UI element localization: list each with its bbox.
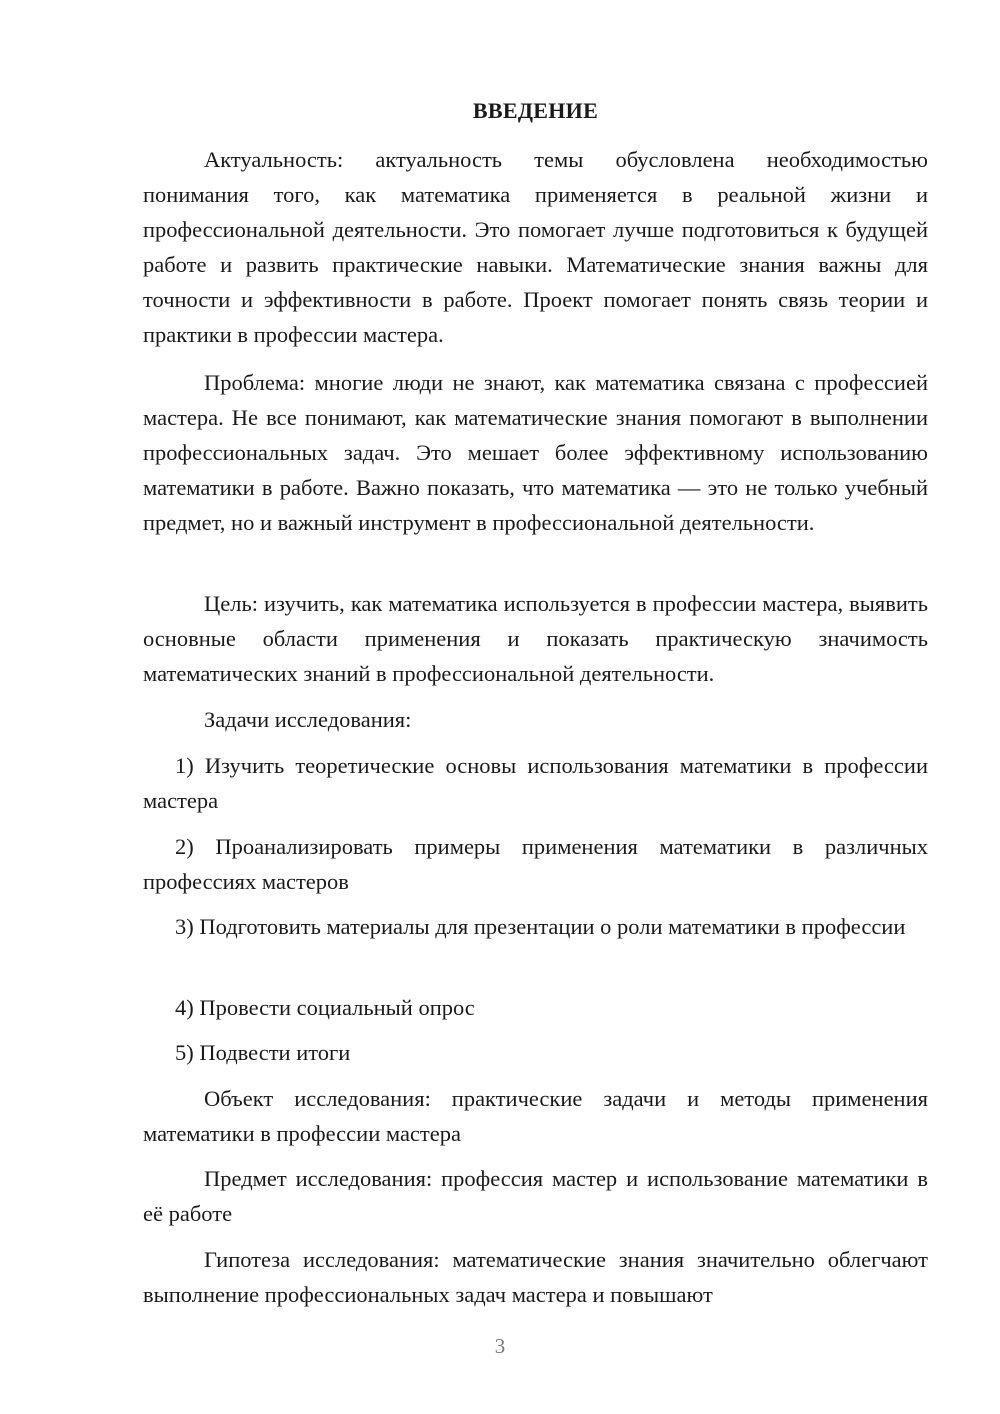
paragraph-goal: Цель: изучить, как математика используется в профессии мастера, выявить основные области применения и показать практическую значимость математических знаний в профессиональной деятельности. [143,591,928,686]
paragraph-object: Объект исследования: практические задачи и методы применения математики в профессии мастера [143,1086,928,1146]
task-item-2: 2) Проанализировать примеры применения математики в различных профессиях мастеров [143,834,928,894]
task-item-5: 5) Подвести итоги [175,1040,351,1065]
task-item-4: 4) Провести социальный опрос [175,995,475,1020]
paragraph-relevance: Актуальность: актуальность темы обусловлена необходимостью понимания того, как математика применяется в реальной жизни и профессиональной деятельности. Это помогает лучше подготовиться к будущей работе и развить практические навыки. Математические знания важны для точности и эффективности в работе. Проект помогает понять связь теории и практики в профессии мастера. [143,147,928,347]
task-item-3: 3) Подготовить материалы для презентации о роли математики в профессии [175,914,906,939]
paragraph-problem: Проблема: многие люди не знают, как математика связана с профессией мастера. Не все понимают, как математические знания помогают в выполнении профессиональных задач. Это мешает более эффективному использованию математики в работе. Важно показать, что математика — это не только учебный предмет, но и важный инструмент в профессиональной деятельности. [143,370,928,535]
paragraph-hypothesis: Гипотеза исследования: математические знания значительно облегчают выполнение профессиональных задач мастера и повышают [143,1247,928,1307]
paragraph-tasks-label: Задачи исследования: [204,707,412,732]
page-number: 3 [494,1334,506,1358]
task-item-1: 1) Изучить теоретические основы использования математики в профессии мастера [143,753,928,813]
section-heading: ВВЕДЕНИЕ [472,98,599,123]
paragraph-subject: Предмет исследования: профессия мастер и использование математики в её работе [143,1166,928,1226]
